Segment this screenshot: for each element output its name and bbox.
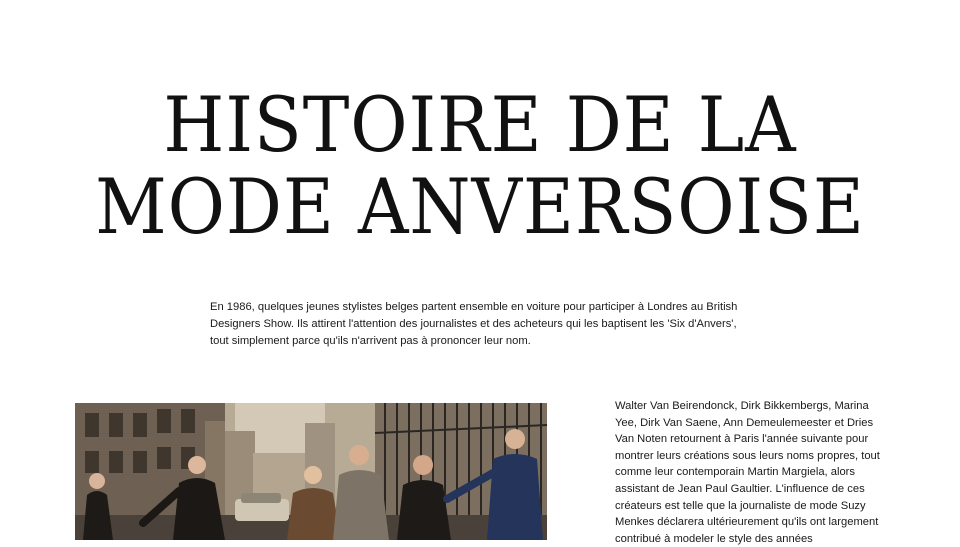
group-photo [75,403,547,540]
intro-paragraph: En 1986, quelques jeunes stylistes belges partent ensemble en voiture pour participer à Londres au British Designers Show. Ils attirent l'attention des journalistes et des acheteurs qui les baptisent les 'Six d'Anvers', tout simplement parce qu'ils n'arrivent pas à prononcer leur nom. [210,301,738,347]
street-scene-illustration [75,403,547,540]
title-line-1: HISTOIRE DE LA [163,80,797,169]
body-paragraph: Walter Van Beirendonck, Dirk Bikkembergs, Marina Yee, Dirk Van Saene, Ann Demeulemeester et Dries Van Noten retournent à Paris l'année suivante pour montrer leurs créations sous leurs noms propres, tout comme leur contemporain Martin Margiela, alors assistant de Jean Paul Gaultier. L'influence de ces créateurs est telle que la journaliste de mode Suzy Menkes déclarera ultérieurement qu'ils ont largement contribué à modeler le style des années [615,400,880,545]
title-line-2: MODE ANVERSOISE [95,162,865,251]
article-title [38,80,921,251]
